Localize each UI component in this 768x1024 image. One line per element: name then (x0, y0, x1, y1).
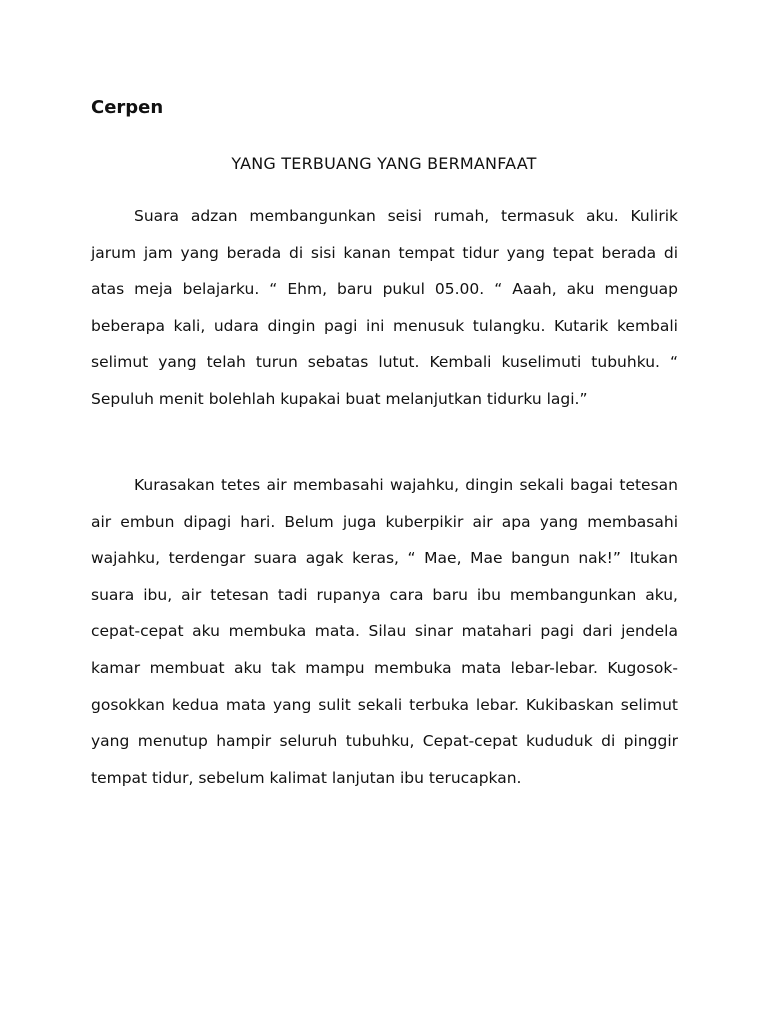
paragraph-2: Kurasakan tetes air membasahi wajahku, dingin sekali bagai tetesan air embun dipagi hari. Belum juga kuberpikir air apa yang membasahi wajahku, terdengar suara agak keras, “ Mae, Mae bangun nak!” Itukan suara ibu, air tetesan tadi rupanya cara baru ibu membangunkan aku, cepat-cepat aku membuka mata. Silau sinar matahari pagi dari jendela kamar membuat aku tak mampu membuka mata lebar-lebar. Kugosok-gosokkan kedua mata yang sulit sekali terbuka lebar. Kukibaskan selimut yang menutup hampir seluruh tubuhku, Cepat-cepat kududuk di pinggir tempat tidur, sebelum kalimat lanjutan ibu terucapkan. (91, 476, 678, 787)
story-title: YANG TERBUANG YANG BERMANFAAT (231, 154, 537, 173)
document-heading: Cerpen (91, 97, 164, 118)
paragraph-1: Suara adzan membangunkan seisi rumah, termasuk aku. Kulirik jarum jam yang berada di sisi kanan tempat tidur yang tepat berada di atas meja belajarku. “ Ehm, baru pukul 05.00. “ Aaah, aku menguap beberapa kali, udara dingin pagi ini menusuk tulangku. Kutarik kembali selimut yang telah turun sebatas lutut. Kembali kuselimuti tubuhku. “ Sepuluh menit bolehlah kupakai buat melanjutkan tidurku lagi.” (91, 207, 678, 408)
